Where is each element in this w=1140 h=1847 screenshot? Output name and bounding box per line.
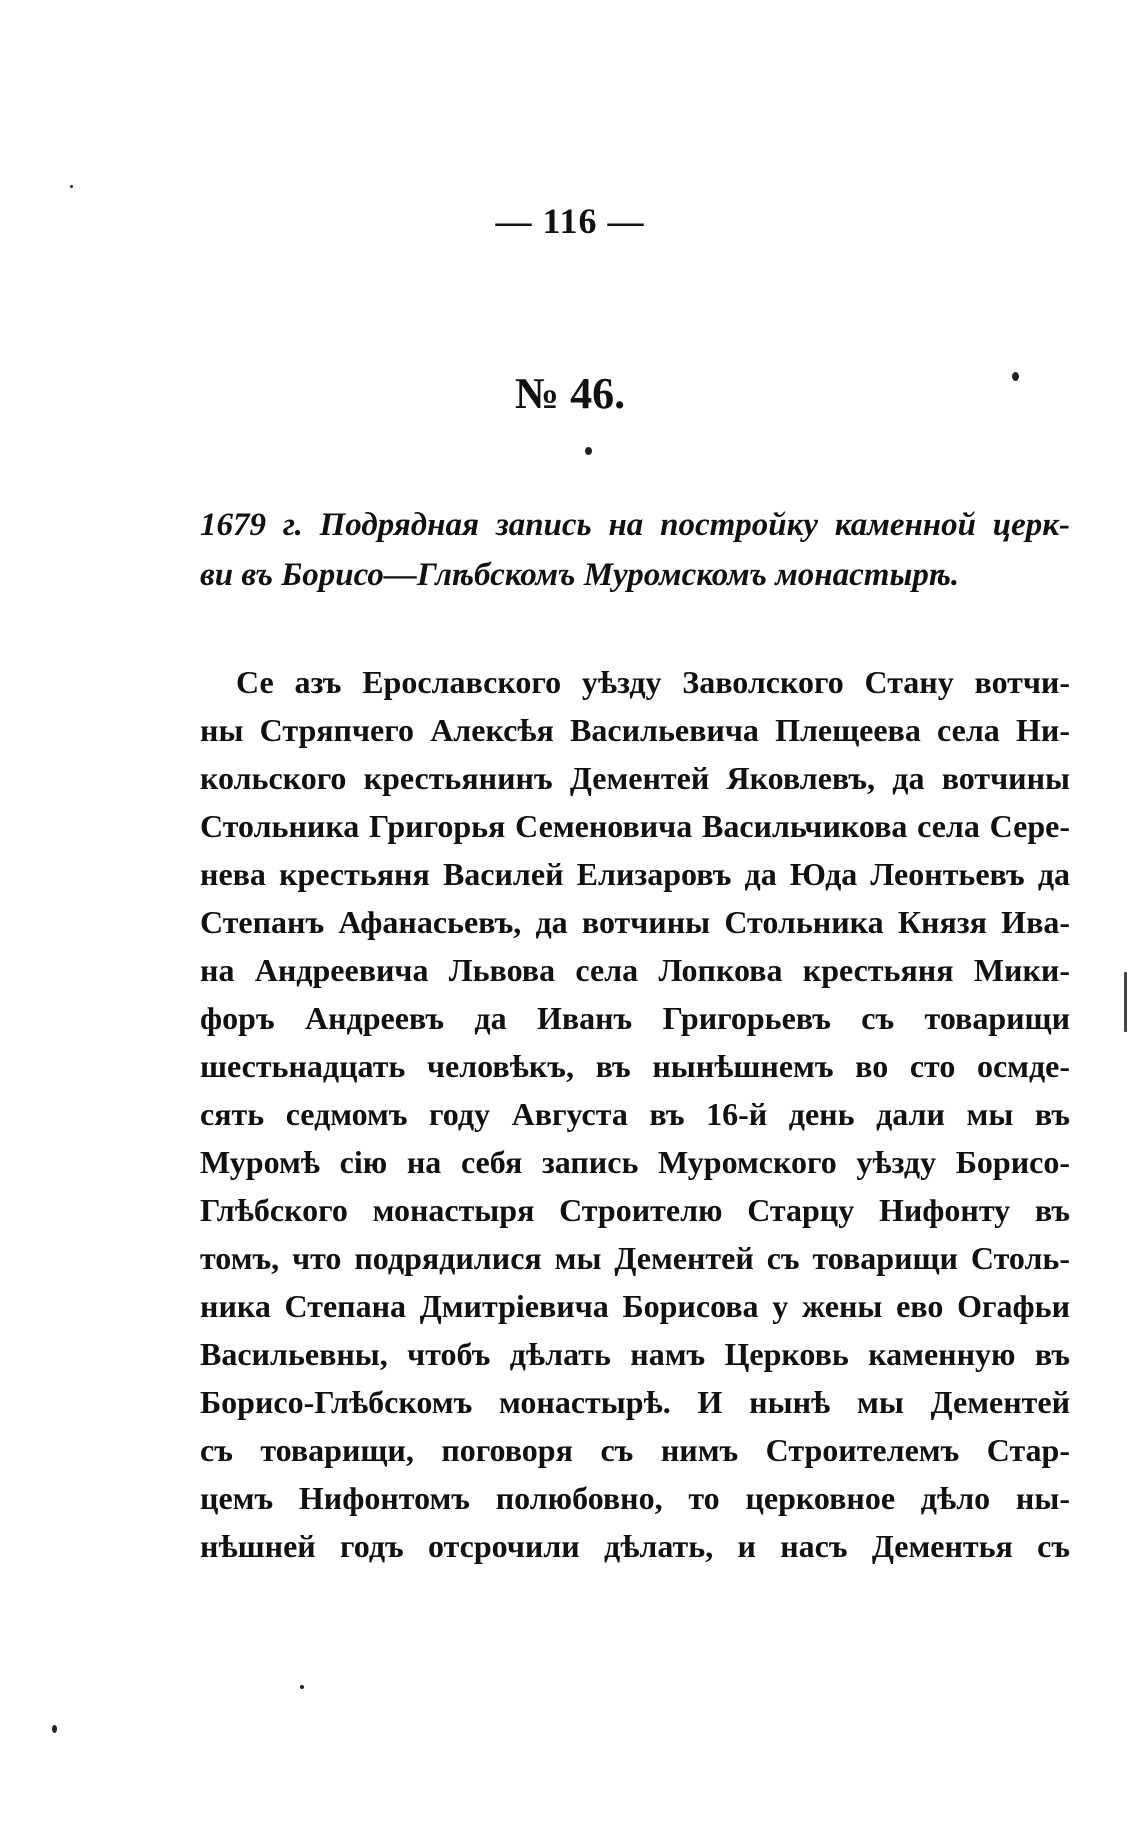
body-line: ника Степана Дмитріевича Борисова у жены ево Огафьи bbox=[200, 1288, 1070, 1324]
document-number: № 46. bbox=[514, 369, 626, 418]
body-line: кольского крестьянинъ Дементей Яковлевъ, да вотчины bbox=[200, 760, 1070, 796]
body-line: шестьнадцать человѣкъ, въ нынѣшнемъ во сто осмде- bbox=[200, 1048, 1070, 1084]
body-line: ны Стряпчего Алексѣя Васильевича Плещеева села Ни- bbox=[200, 712, 1070, 748]
body-line: Борисо-Глѣбскомъ монастырѣ. И нынѣ мы Дементей bbox=[200, 1384, 1070, 1420]
document-body bbox=[200, 658, 1070, 1570]
heading-line: ви въ Борисо—Глѣбскомъ Муромскомъ монастырѣ. bbox=[200, 557, 960, 593]
body-line: Степанъ Афанасьевъ, да вотчины Стольника Князя Ива- bbox=[200, 904, 1070, 940]
body-line: Муромѣ сію на себя запись Муромского уѣзду Борисо- bbox=[200, 1144, 1070, 1180]
body-line: на Андреевича Львова села Лопкова крестьяня Мики- bbox=[200, 952, 1070, 988]
body-line: Се азъ Ерославского уѣзду Заволского Стану вотчи- bbox=[236, 664, 1070, 700]
body-line: Стольника Григорья Семеновича Васильчикова села Сере- bbox=[200, 808, 1070, 844]
body-line: томъ, что подрядилися мы Дементей съ товарищи Столь- bbox=[200, 1240, 1070, 1276]
body-line: Глѣбского монастыря Строителю Старцу Нифонту въ bbox=[200, 1192, 1070, 1228]
document-heading bbox=[200, 500, 1070, 600]
body-line: съ товарищи, поговоря съ нимъ Строителемъ Стар- bbox=[200, 1432, 1070, 1468]
body-line: форъ Андреевъ да Иванъ Григорьевъ съ товарищи bbox=[200, 1000, 1070, 1036]
scan-speck bbox=[585, 447, 592, 455]
body-line: цемъ Нифонтомъ полюбовно, то церковное дѣло ны- bbox=[200, 1480, 1070, 1516]
scan-speck bbox=[70, 185, 73, 188]
heading-line: 1679 г. Подрядная запись на постройку каменной церк- bbox=[200, 507, 1070, 543]
body-line: сять седмомъ году Августа въ 16-й день дали мы въ bbox=[200, 1096, 1070, 1132]
scan-speck bbox=[52, 1725, 57, 1733]
body-line: нѣшней годъ отсрочили дѣлать, и насъ Дементья съ bbox=[200, 1528, 1070, 1564]
scan-speck bbox=[1124, 972, 1127, 1032]
scan-speck bbox=[300, 1685, 304, 1689]
scan-speck bbox=[1012, 372, 1019, 381]
body-line: нева крестьяня Василей Елизаровъ да Юда Леонтьевъ да bbox=[200, 856, 1070, 892]
page-number: — 116 — bbox=[495, 201, 645, 241]
body-line: Васильевны, чтобъ дѣлать намъ Церковь каменную въ bbox=[200, 1336, 1070, 1372]
